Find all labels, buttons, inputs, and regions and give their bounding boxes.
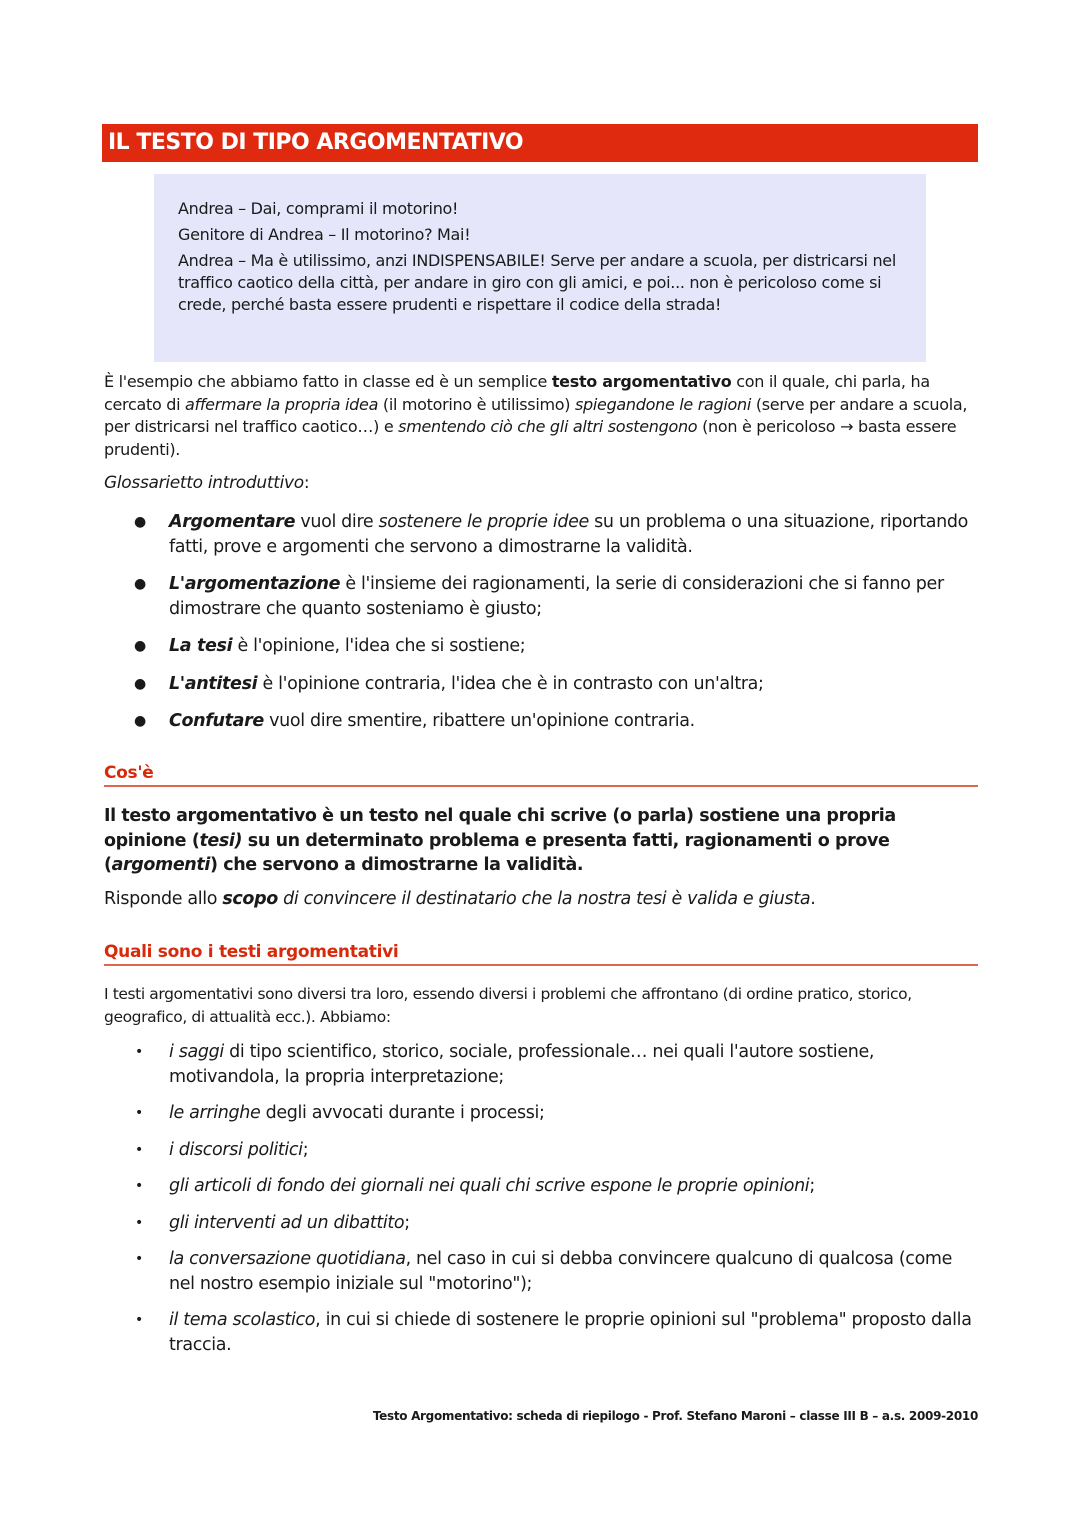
bullet-icon: ● bbox=[134, 638, 146, 654]
definition-text-2: su un determinato problema e presenta fatti, ragionamenti o prove ( bbox=[104, 830, 890, 875]
intro-text-3: (il motorino è utilissimo) bbox=[378, 394, 575, 414]
type-italic: i discorsi politici bbox=[169, 1139, 303, 1160]
title-banner bbox=[102, 124, 978, 162]
glossary-text: è l'insieme dei ragionamenti, la serie di considerazioni che si fanno per dimostrare che quanto sosteniamo è giusto; bbox=[169, 574, 944, 619]
section-heading-quali: Quali sono i testi argomentativi bbox=[104, 942, 978, 966]
dialogue-line-2: Genitore di Andrea – Il motorino? Mai! bbox=[178, 225, 471, 244]
type-italic: la conversazione quotidiana bbox=[169, 1249, 406, 1269]
type-italic: le arringhe bbox=[169, 1103, 261, 1123]
list-item bbox=[134, 634, 979, 659]
definition-italic-2: argomenti bbox=[111, 855, 210, 875]
bullet-icon: ● bbox=[134, 675, 146, 692]
glossary-text: vuol dire bbox=[295, 512, 379, 532]
intro-text-4: (serve per andare a scuola, per districarsi nel traffico caotico…) e bbox=[104, 394, 968, 437]
list-item bbox=[134, 1101, 979, 1126]
bullet-icon: • bbox=[135, 1044, 143, 1060]
scope-text-2: . bbox=[810, 889, 816, 909]
type-text: di tipo scientifico, storico, sociale, professionale… nei quali l'autore sostiene, motivandola, la propria interpretazione; bbox=[169, 1042, 875, 1087]
dialogue-line-3: Andrea – Ma è utilissimo, anzi INDISPENSABILE! Serve per andare a scuola, per districarsi nel traffico caotico della città, per andare in giro con gli amici, e poi... non è pericoloso come si crede, perché basta essere prudenti e rispettare il codice della strada! bbox=[178, 251, 896, 314]
glossary-term: La tesi bbox=[169, 636, 233, 656]
intro-italic-3: smentendo ciò che gli altri sostengono bbox=[398, 417, 698, 437]
type-text: , in cui si chiede di sostenere le proprie opinioni sul "problema" proposto dalla traccia. bbox=[169, 1310, 972, 1355]
list-item bbox=[134, 1247, 979, 1296]
types-intro: I testi argomentativi sono diversi tra loro, essendo diversi i problemi che affrontano (di ordine pratico, storico, geografico, di attualità ecc.). Abbiamo: bbox=[104, 985, 912, 1026]
glossary-text-2: su un problema o una situazione, riportando fatti, prove e argomenti che servono a dimostrarne la validità. bbox=[169, 512, 969, 557]
list-item bbox=[134, 1211, 979, 1236]
bullet-icon: • bbox=[135, 1312, 143, 1328]
intro-text-2: con il quale, chi parla, ha cercato di bbox=[104, 372, 930, 414]
list-item bbox=[134, 672, 979, 697]
bullet-icon: ● bbox=[134, 514, 146, 530]
intro-text-1: È l'esempio che abbiamo fatto in classe ed è un semplice bbox=[104, 372, 552, 391]
dialogue-content bbox=[178, 198, 898, 320]
intro-text-5: (non è pericoloso → basta essere prudenti). bbox=[104, 417, 957, 459]
dialogue-box bbox=[154, 174, 926, 362]
intro-italic-2: spiegandone le ragioni bbox=[574, 394, 752, 414]
list-item bbox=[134, 1040, 979, 1089]
type-text: ; bbox=[404, 1212, 410, 1233]
definition-text-1: Il testo argomentativo è un testo nel quale chi scrive (o parla) sostiene una propria opinione ( bbox=[104, 806, 896, 851]
dialogue-line-1: Andrea – Dai, comprami il motorino! bbox=[178, 199, 459, 218]
bullet-icon: • bbox=[135, 1214, 143, 1231]
scope-paragraph bbox=[104, 889, 815, 909]
type-text: ; bbox=[809, 1176, 815, 1196]
section-heading-cose: Cos'è bbox=[104, 763, 978, 787]
list-item bbox=[134, 1308, 979, 1357]
bullet-icon: • bbox=[135, 1141, 143, 1158]
type-text: , nel caso in cui si debba convincere qualcuno di qualcosa (come nel nostro esempio iniziale sul "motorino"); bbox=[169, 1249, 953, 1294]
intro-bold-1: testo argomentativo bbox=[551, 372, 732, 391]
definition-text-3: ) che servono a dimostrarne la validità. bbox=[209, 855, 584, 875]
glossary-text: è l'opinione, l'idea che si sostiene; bbox=[232, 636, 526, 656]
glossary-term: L'antitesi bbox=[169, 673, 258, 694]
glossary-heading bbox=[104, 473, 309, 493]
bullet-icon: • bbox=[135, 1251, 143, 1267]
glossary-term: Argomentare bbox=[169, 512, 296, 532]
intro-paragraph bbox=[104, 371, 976, 461]
scope-text-1: Risponde allo bbox=[104, 889, 223, 909]
definition-italic-1: tesi) bbox=[199, 830, 243, 851]
type-text: ; bbox=[302, 1139, 309, 1160]
page-footer: Testo Argomentativo: scheda di riepilogo - Prof. Stefano Maroni – classe III B – a.s. 2009-2010 bbox=[372, 1409, 978, 1423]
type-italic: gli articoli di fondo dei giornali nei quali chi scrive espone le proprie opinioni bbox=[169, 1176, 810, 1196]
definition-paragraph bbox=[104, 804, 964, 878]
glossary-term: Confutare bbox=[169, 711, 264, 731]
type-italic: i saggi bbox=[169, 1042, 224, 1062]
glossary-list bbox=[134, 510, 979, 747]
list-item bbox=[134, 510, 979, 559]
type-italic: gli interventi ad un dibattito bbox=[169, 1212, 405, 1233]
bullet-icon: ● bbox=[134, 713, 146, 729]
glossary-italic: sostenere le proprie idee bbox=[378, 512, 589, 532]
glossary-term: L'argomentazione bbox=[169, 574, 341, 594]
scope-italic: di convincere il destinatario che la nostra tesi è valida e giusta bbox=[277, 889, 811, 909]
glossary-heading-text: Glossarietto introduttivo bbox=[104, 473, 304, 493]
type-italic: il tema scolastico bbox=[169, 1310, 316, 1330]
list-item bbox=[134, 709, 979, 734]
glossary-heading-colon: : bbox=[303, 473, 310, 493]
bullet-icon: • bbox=[135, 1178, 143, 1194]
bullet-icon: • bbox=[135, 1105, 143, 1121]
glossary-text: è l'opinione contraria, l'idea che è in contrasto con un'altra; bbox=[257, 673, 764, 694]
intro-italic-1: affermare la propria idea bbox=[185, 394, 379, 414]
bullet-icon: ● bbox=[134, 576, 146, 592]
list-item bbox=[134, 572, 979, 621]
list-item bbox=[134, 1174, 979, 1199]
page-title: IL TESTO DI TIPO ARGOMENTATIVO bbox=[108, 130, 524, 155]
types-list bbox=[134, 1040, 979, 1369]
type-text: degli avvocati durante i processi; bbox=[260, 1103, 545, 1123]
list-item bbox=[134, 1138, 979, 1163]
glossary-text: vuol dire smentire, ribattere un'opinione contraria. bbox=[263, 711, 695, 731]
scope-bold: scopo bbox=[222, 889, 278, 909]
